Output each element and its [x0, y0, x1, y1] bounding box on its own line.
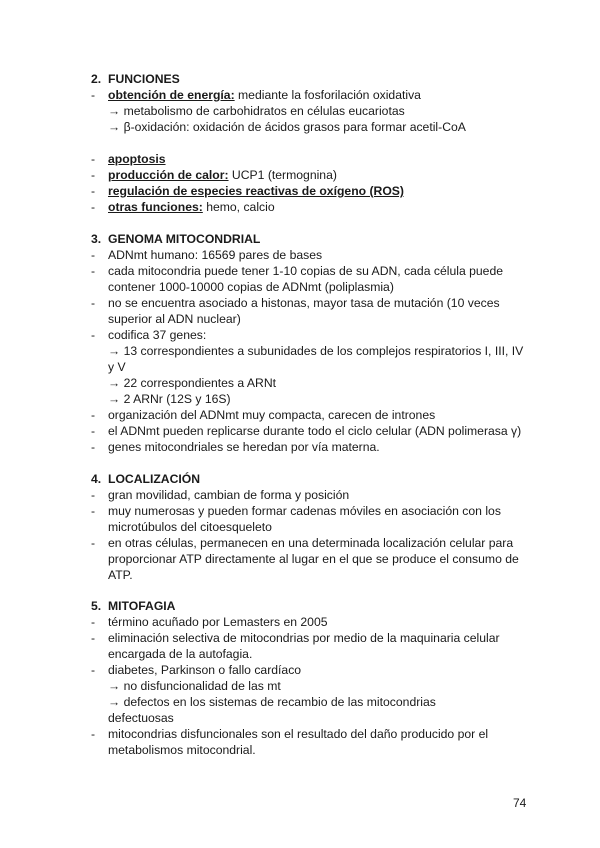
item-text: eliminación selectiva de mitocondrias por medio de la maquinaria celular — [108, 631, 500, 645]
item-text: encargada de la autofagia. — [108, 647, 253, 661]
item-text: → β-oxidación: oxidación de ácidos grasos para formar acetil-CoA — [108, 120, 466, 134]
list-item — [91, 423, 531, 439]
bullet-dash: - — [91, 200, 96, 214]
list-item — [91, 630, 531, 646]
section-title: LOCALIZACIÓN — [108, 472, 201, 486]
bullet-dash: - — [91, 631, 96, 645]
bullet-dash: - — [91, 488, 96, 502]
bullet-dash: - — [91, 264, 96, 278]
item-text: → 2 ARNr (12S y 16S) — [108, 392, 231, 406]
term-label: regulación de especies reactivas de oxígeno (ROS) — [108, 184, 404, 198]
list-subitem — [91, 343, 531, 359]
item-text: → defectos en los sistemas de recambio de las mitocondrias — [108, 695, 436, 709]
section-heading — [91, 599, 531, 614]
bullet-dash: - — [91, 184, 96, 198]
list-item — [91, 87, 531, 103]
item-text: defectuosas — [108, 711, 174, 725]
list-continuation — [91, 359, 531, 375]
section-genoma — [91, 232, 531, 455]
item-text: genes mitocondriales se heredan por vía materna. — [108, 440, 380, 454]
bullet-dash: - — [91, 152, 96, 166]
bullet-dash: - — [91, 504, 96, 518]
list-item — [91, 199, 531, 215]
list-subitem — [91, 678, 531, 694]
bullet-dash: - — [91, 248, 96, 262]
list-item — [91, 487, 531, 503]
section-mitofagia — [91, 599, 531, 758]
item-text: y V — [108, 360, 126, 374]
section-title: MITOFAGIA — [108, 599, 176, 613]
bullet-dash: - — [91, 536, 96, 550]
item-text: diabetes, Parkinson o fallo cardíaco — [108, 663, 302, 677]
list-continuation — [91, 311, 531, 327]
list-item — [91, 183, 531, 199]
bullet-dash: - — [91, 328, 96, 342]
list-item — [91, 247, 531, 263]
section-heading — [91, 472, 531, 487]
list-continuation — [91, 519, 531, 535]
section-heading — [91, 232, 531, 247]
list-item — [91, 407, 531, 423]
bullet-dash: - — [91, 88, 96, 102]
item-text: ADNmt humano: 16569 pares de bases — [108, 248, 323, 262]
item-text: superior al ADN nuclear) — [108, 312, 241, 326]
page-number: 74 — [513, 796, 527, 810]
bullet-dash: - — [91, 727, 96, 741]
bullet-dash: - — [91, 440, 96, 454]
section-number: 3. — [91, 232, 102, 246]
section-number: 5. — [91, 599, 102, 613]
term-label: otras funciones: — [108, 200, 203, 214]
bullet-dash: - — [91, 615, 96, 629]
list-continuation — [91, 279, 531, 295]
term-label: apoptosis — [108, 152, 166, 166]
bullet-dash: - — [91, 663, 96, 677]
item-text: el ADNmt pueden replicarse durante todo el ciclo celular (ADN polimerasa γ) — [108, 424, 522, 438]
list-subitem — [91, 375, 531, 391]
section-number: 2. — [91, 72, 102, 86]
list-item — [91, 662, 531, 678]
item-text: proporcionar ATP directamente al lugar en el que se produce el consumo de — [108, 552, 519, 566]
list-item — [91, 503, 531, 519]
item-text: ATP. — [108, 568, 133, 582]
bullet-dash: - — [91, 168, 96, 182]
bullet-dash: - — [91, 296, 96, 310]
item-text: microtúbulos del citoesqueleto — [108, 520, 272, 534]
section-localizacion — [91, 472, 531, 583]
list-item — [91, 535, 531, 551]
item-text: → 13 correspondientes a subunidades de los complejos respiratorios I, III, IV — [108, 344, 524, 358]
item-text: contener 1000-10000 copias de ADNmt (poliplasmia) — [108, 280, 394, 294]
item-text: en otras células, permanecen en una determinada localización celular para — [108, 536, 514, 550]
list-subitem — [91, 391, 531, 407]
blank-line — [91, 135, 531, 151]
item-text: → no disfuncionalidad de las mt — [108, 679, 281, 693]
section-funciones — [91, 72, 531, 215]
list-item — [91, 327, 531, 343]
section-title: FUNCIONES — [108, 72, 180, 86]
item-text: metabolismos mitocondrial. — [108, 743, 256, 757]
item-text: término acuñado por Lemasters en 2005 — [108, 615, 328, 629]
term-label: obtención de energía: — [108, 88, 235, 102]
list-continuation — [91, 710, 531, 726]
item-text: hemo, calcio — [202, 200, 275, 214]
list-item — [91, 726, 531, 742]
list-continuation — [91, 567, 531, 583]
list-item — [91, 439, 531, 455]
item-text: organización del ADNmt muy compacta, carecen de intrones — [108, 408, 436, 422]
bullet-dash: - — [91, 424, 96, 438]
list-subitem — [91, 103, 531, 119]
list-continuation — [91, 551, 531, 567]
list-continuation — [91, 646, 531, 662]
item-text: cada mitocondria puede tener 1-10 copias de su ADN, cada célula puede — [108, 264, 503, 278]
list-subitem — [91, 119, 531, 135]
bullet-dash: - — [91, 408, 96, 422]
list-subitem — [91, 694, 531, 710]
term-label: producción de calor: — [108, 168, 229, 182]
section-number: 4. — [91, 472, 102, 486]
list-item — [91, 263, 531, 279]
item-text: no se encuentra asociado a histonas, mayor tasa de mutación (10 veces — [108, 296, 500, 310]
list-continuation — [91, 742, 531, 758]
list-item — [91, 151, 531, 167]
item-text: mitocondrias disfuncionales son el resultado del daño producido por el — [108, 727, 489, 741]
item-text: gran movilidad, cambian de forma y posición — [108, 488, 350, 502]
item-text: → 22 correspondientes a ARNt — [108, 376, 277, 390]
section-title: GENOMA MITOCONDRIAL — [108, 232, 261, 246]
item-text: mediante la fosforilación oxidativa — [234, 88, 421, 102]
list-item — [91, 614, 531, 630]
item-text: codifica 37 genes: — [108, 328, 207, 342]
item-text: → metabolismo de carbohidratos en células eucariotas — [108, 104, 405, 118]
list-item — [91, 295, 531, 311]
item-text: UCP1 (termognina) — [228, 168, 337, 182]
item-text: muy numerosas y pueden formar cadenas móviles en asociación con los — [108, 504, 501, 518]
section-heading — [91, 72, 531, 87]
list-item — [91, 167, 531, 183]
